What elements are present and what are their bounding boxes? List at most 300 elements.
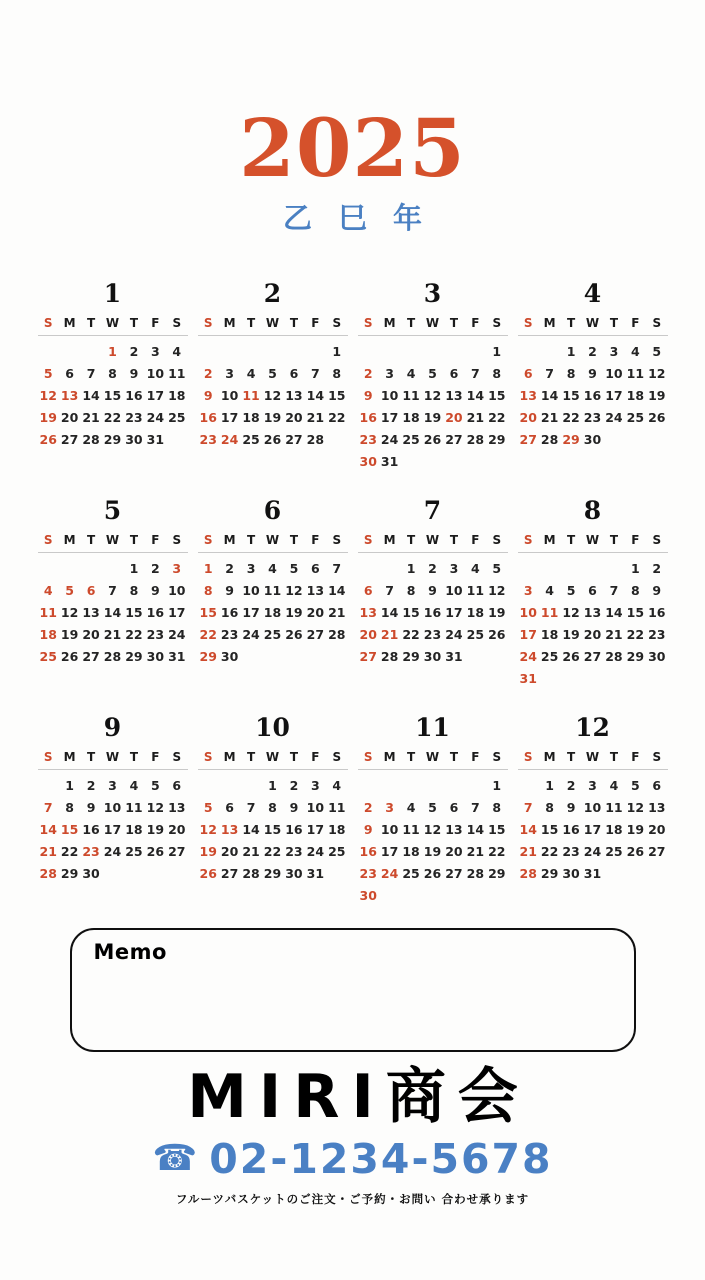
day-cell: 6 xyxy=(652,777,662,793)
day-cell: 4 xyxy=(43,582,53,598)
day-cell: 12 xyxy=(285,582,303,598)
weekday-header: W xyxy=(425,316,440,330)
weekday-header: S xyxy=(363,316,373,330)
day-cell: 20 xyxy=(285,409,303,425)
month-block-3 xyxy=(358,281,508,472)
day-cell: 5 xyxy=(268,365,277,381)
day-cell: 22 xyxy=(626,626,645,642)
day-cell: 28 xyxy=(39,865,57,881)
day-cell: 2 xyxy=(151,560,160,576)
weekday-header: F xyxy=(151,533,160,547)
day-cell: 6 xyxy=(449,365,459,381)
day-cell: 22 xyxy=(328,409,346,425)
day-cell: 15 xyxy=(103,387,122,403)
weekday-header: W xyxy=(105,533,120,547)
weekday-header-row xyxy=(38,316,188,336)
day-cell: 1 xyxy=(108,343,117,359)
day-cell: 21 xyxy=(466,843,485,859)
day-cell: 20 xyxy=(445,843,463,859)
empty-cell xyxy=(379,340,400,362)
weekday-header-row xyxy=(518,533,668,553)
day-cell: 19 xyxy=(146,821,165,837)
day-cell: 20 xyxy=(648,821,666,837)
day-cell: 2 xyxy=(588,343,597,359)
day-cell: 30 xyxy=(423,648,442,664)
day-cell: 17 xyxy=(380,843,399,859)
day-cell: 2 xyxy=(363,365,373,381)
day-cell: 1 xyxy=(268,777,277,793)
weekday-header-row xyxy=(198,533,348,553)
weekday-header-row xyxy=(358,533,508,553)
empty-cell xyxy=(102,557,123,579)
weekday-header: T xyxy=(129,750,139,764)
day-cell: 17 xyxy=(583,821,602,837)
day-cell: 19 xyxy=(648,387,666,403)
day-cell: 28 xyxy=(306,431,325,447)
day-cell: 5 xyxy=(631,777,640,793)
day-cell: 16 xyxy=(220,604,239,620)
day-cell: 20 xyxy=(168,821,186,837)
day-cell: 1 xyxy=(492,343,502,359)
day-cell: 10 xyxy=(519,604,537,620)
day-cell: 29 xyxy=(540,865,559,881)
day-cell: 19 xyxy=(562,626,580,642)
day-cell: 20 xyxy=(583,626,602,642)
day-cell: 16 xyxy=(82,821,100,837)
day-cell: 17 xyxy=(146,387,165,403)
day-cell: 29 xyxy=(402,648,420,664)
month-block-7 xyxy=(358,498,508,667)
day-cell: 11 xyxy=(605,799,623,815)
weekday-header-row xyxy=(198,750,348,770)
day-cell: 22 xyxy=(402,626,420,642)
weekday-header: T xyxy=(406,316,416,330)
footer-note: フルーツバスケットのご注文・ご予約・お問い 合わせ承ります xyxy=(175,1192,530,1206)
day-cell: 2 xyxy=(566,777,576,793)
weekday-header: W xyxy=(105,316,120,330)
weekday-header-row xyxy=(198,316,348,336)
day-cell: 1 xyxy=(332,343,342,359)
day-cell: 7 xyxy=(471,365,480,381)
day-cell: 13 xyxy=(285,387,303,403)
day-cell: 11 xyxy=(328,799,346,815)
day-cell: 11 xyxy=(263,582,282,598)
empty-cell xyxy=(240,774,261,796)
day-cell: 1 xyxy=(631,560,640,576)
weekday-header: T xyxy=(289,316,299,330)
day-cell: 30 xyxy=(220,648,239,664)
day-cell: 9 xyxy=(588,365,597,381)
weekday-header: T xyxy=(406,750,416,764)
day-cell: 14 xyxy=(82,387,100,403)
weekday-header-row xyxy=(38,533,188,553)
day-cell: 2 xyxy=(289,777,299,793)
day-cell: 27 xyxy=(306,626,325,642)
weekday-header: T xyxy=(129,533,139,547)
day-cell: 25 xyxy=(402,431,420,447)
day-cell: 28 xyxy=(466,865,485,881)
weekday-header: T xyxy=(129,316,139,330)
day-cell: 21 xyxy=(328,604,346,620)
day-cell: 27 xyxy=(648,843,666,859)
day-cell: 2 xyxy=(428,560,437,576)
empty-cell xyxy=(400,774,421,796)
day-cell: 19 xyxy=(285,604,303,620)
month-days xyxy=(38,553,188,667)
company-name: MIRI商会 xyxy=(187,1062,530,1132)
day-cell: 30 xyxy=(583,431,602,447)
day-cell: 21 xyxy=(39,843,57,859)
day-cell: 28 xyxy=(328,626,346,642)
day-cell: 8 xyxy=(332,365,342,381)
day-cell: 22 xyxy=(60,843,79,859)
day-cell: 3 xyxy=(172,560,182,576)
day-cell: 6 xyxy=(65,365,74,381)
empty-cell xyxy=(518,557,539,579)
day-cell: 24 xyxy=(306,843,325,859)
day-cell: 15 xyxy=(328,387,346,403)
day-cell: 4 xyxy=(406,365,416,381)
day-cell: 29 xyxy=(488,865,506,881)
weekday-header-row xyxy=(358,750,508,770)
day-cell: 14 xyxy=(242,821,260,837)
month-title: 10 xyxy=(255,713,290,742)
day-cell: 18 xyxy=(402,843,420,859)
day-cell: 26 xyxy=(285,626,303,642)
weekday-header: S xyxy=(492,750,502,764)
weekday-header: T xyxy=(609,316,619,330)
empty-cell xyxy=(358,774,379,796)
empty-cell xyxy=(240,340,261,362)
day-cell: 1 xyxy=(566,343,576,359)
day-cell: 21 xyxy=(540,409,559,425)
day-cell: 6 xyxy=(449,799,459,815)
memo-label: Memo xyxy=(93,940,167,964)
day-cell: 18 xyxy=(242,409,260,425)
day-cell: 25 xyxy=(402,865,420,881)
day-cell: 11 xyxy=(242,387,260,403)
weekday-header: S xyxy=(652,750,662,764)
day-cell: 9 xyxy=(652,582,662,598)
year-title: 2025 xyxy=(239,101,466,195)
weekday-header: F xyxy=(311,533,320,547)
memo-box xyxy=(70,928,636,1052)
empty-cell xyxy=(38,340,59,362)
day-cell: 29 xyxy=(263,865,282,881)
weekday-header: S xyxy=(492,533,502,547)
day-cell: 7 xyxy=(385,582,394,598)
day-cell: 13 xyxy=(648,799,666,815)
day-cell: 1 xyxy=(545,777,554,793)
empty-cell xyxy=(80,557,101,579)
weekday-header-row xyxy=(518,750,668,770)
weekday-header: W xyxy=(425,533,440,547)
day-cell: 10 xyxy=(380,387,399,403)
month-block-1 xyxy=(38,281,188,450)
day-cell: 13 xyxy=(445,821,463,837)
weekday-header: T xyxy=(86,316,96,330)
day-cell: 10 xyxy=(103,799,122,815)
day-cell: 2 xyxy=(363,799,373,815)
day-cell: 18 xyxy=(168,387,186,403)
day-cell: 3 xyxy=(588,777,597,793)
day-cell: 17 xyxy=(306,821,325,837)
weekday-header: T xyxy=(609,533,619,547)
day-cell: 28 xyxy=(605,648,623,664)
weekday-header: S xyxy=(492,316,502,330)
day-cell: 6 xyxy=(86,582,96,598)
day-cell: 5 xyxy=(428,799,437,815)
month-block-9 xyxy=(38,715,188,884)
day-cell: 21 xyxy=(306,409,325,425)
weekday-header: S xyxy=(43,533,53,547)
month-title: 12 xyxy=(575,713,610,742)
day-cell: 6 xyxy=(172,777,182,793)
day-cell: 28 xyxy=(466,431,485,447)
day-cell: 28 xyxy=(242,865,260,881)
day-cell: 21 xyxy=(605,626,623,642)
weekday-header: M xyxy=(223,533,236,547)
day-cell: 3 xyxy=(311,777,320,793)
day-cell: 22 xyxy=(103,409,122,425)
day-cell: 13 xyxy=(583,604,602,620)
weekday-header: M xyxy=(63,533,76,547)
day-cell: 24 xyxy=(103,843,122,859)
month-block-11 xyxy=(358,715,508,906)
day-cell: 19 xyxy=(60,626,79,642)
era-subtitle: 乙巳年 xyxy=(282,201,448,235)
weekday-header: F xyxy=(631,533,640,547)
day-cell: 6 xyxy=(225,799,234,815)
empty-cell xyxy=(219,340,240,362)
month-days xyxy=(38,770,188,884)
weekday-header: T xyxy=(449,533,459,547)
day-cell: 19 xyxy=(423,409,442,425)
day-cell: 30 xyxy=(359,453,377,469)
day-cell: 16 xyxy=(648,604,666,620)
weekday-header: T xyxy=(86,533,96,547)
weekday-header: M xyxy=(223,316,236,330)
empty-cell xyxy=(262,340,283,362)
day-cell: 27 xyxy=(82,648,100,664)
day-cell: 23 xyxy=(359,431,377,447)
weekday-header: F xyxy=(311,750,320,764)
month-title: 2 xyxy=(263,279,282,308)
day-cell: 23 xyxy=(125,409,143,425)
day-cell: 10 xyxy=(146,365,165,381)
day-cell: 28 xyxy=(380,648,399,664)
day-cell: 12 xyxy=(488,582,506,598)
month-title: 5 xyxy=(103,496,122,525)
day-cell: 12 xyxy=(562,604,580,620)
empty-cell xyxy=(465,340,486,362)
day-cell: 15 xyxy=(263,821,282,837)
day-cell: 14 xyxy=(306,387,325,403)
day-cell: 9 xyxy=(86,799,96,815)
day-cell: 24 xyxy=(605,409,623,425)
day-cell: 23 xyxy=(423,626,442,642)
day-cell: 13 xyxy=(60,387,79,403)
day-cell: 22 xyxy=(488,843,506,859)
day-cell: 21 xyxy=(466,409,485,425)
day-cell: 27 xyxy=(60,431,79,447)
day-cell: 14 xyxy=(466,387,485,403)
month-title: 7 xyxy=(423,496,442,525)
empty-cell xyxy=(582,557,603,579)
day-cell: 3 xyxy=(108,777,117,793)
day-cell: 18 xyxy=(540,626,559,642)
empty-cell xyxy=(518,340,539,362)
day-cell: 21 xyxy=(380,626,399,642)
weekday-header: S xyxy=(332,750,342,764)
day-cell: 12 xyxy=(626,799,645,815)
empty-cell xyxy=(465,774,486,796)
day-cell: 25 xyxy=(540,648,559,664)
day-cell: 20 xyxy=(519,409,537,425)
day-cell: 23 xyxy=(359,865,377,881)
day-cell: 24 xyxy=(168,626,186,642)
day-cell: 2 xyxy=(225,560,234,576)
day-cell: 18 xyxy=(466,604,485,620)
month-block-6 xyxy=(198,498,348,667)
day-cell: 11 xyxy=(125,799,143,815)
day-cell: 10 xyxy=(380,821,399,837)
weekday-header: F xyxy=(631,316,640,330)
month-block-5 xyxy=(38,498,188,667)
weekday-header: T xyxy=(246,316,256,330)
day-cell: 7 xyxy=(86,365,96,381)
weekday-header: W xyxy=(585,533,600,547)
day-cell: 31 xyxy=(583,865,602,881)
day-cell: 27 xyxy=(285,431,303,447)
month-days xyxy=(518,553,668,689)
day-cell: 24 xyxy=(583,843,602,859)
day-cell: 26 xyxy=(423,865,442,881)
day-cell: 8 xyxy=(268,799,277,815)
day-cell: 18 xyxy=(125,821,143,837)
day-cell: 4 xyxy=(172,343,182,359)
weekday-header: F xyxy=(631,750,640,764)
day-cell: 14 xyxy=(39,821,57,837)
day-cell: 10 xyxy=(220,387,239,403)
months-grid xyxy=(38,281,668,906)
weekday-header: S xyxy=(332,533,342,547)
day-cell: 3 xyxy=(385,799,394,815)
month-title: 11 xyxy=(415,713,450,742)
empty-cell xyxy=(80,340,101,362)
month-block-10 xyxy=(198,715,348,884)
day-cell: 14 xyxy=(519,821,537,837)
day-cell: 21 xyxy=(82,409,100,425)
day-cell: 2 xyxy=(203,365,213,381)
day-cell: 24 xyxy=(146,409,165,425)
weekday-header-row xyxy=(518,316,668,336)
day-cell: 13 xyxy=(306,582,325,598)
day-cell: 16 xyxy=(359,409,377,425)
day-cell: 15 xyxy=(540,821,559,837)
weekday-header: S xyxy=(332,316,342,330)
day-cell: 15 xyxy=(199,604,217,620)
empty-cell xyxy=(198,774,219,796)
day-cell: 8 xyxy=(631,582,640,598)
day-cell: 3 xyxy=(385,365,394,381)
day-cell: 11 xyxy=(168,365,186,381)
day-cell: 18 xyxy=(605,821,623,837)
day-cell: 17 xyxy=(220,409,239,425)
empty-cell xyxy=(219,774,240,796)
weekday-header: M xyxy=(383,316,396,330)
day-cell: 15 xyxy=(626,604,645,620)
day-cell: 29 xyxy=(60,865,79,881)
day-cell: 27 xyxy=(445,431,463,447)
day-cell: 15 xyxy=(60,821,79,837)
empty-cell xyxy=(283,340,304,362)
day-cell: 5 xyxy=(652,343,662,359)
day-cell: 10 xyxy=(306,799,325,815)
empty-cell xyxy=(539,340,560,362)
day-cell: 8 xyxy=(492,799,502,815)
empty-cell xyxy=(443,774,464,796)
day-cell: 30 xyxy=(285,865,303,881)
phone-number: 02-1234-5678 xyxy=(209,1135,553,1183)
day-cell: 28 xyxy=(82,431,100,447)
day-cell: 11 xyxy=(402,387,420,403)
day-cell: 7 xyxy=(471,799,480,815)
day-cell: 23 xyxy=(285,843,303,859)
day-cell: 17 xyxy=(242,604,260,620)
weekday-header: S xyxy=(203,750,213,764)
empty-cell xyxy=(518,774,539,796)
day-cell: 3 xyxy=(151,343,160,359)
weekday-header: T xyxy=(289,750,299,764)
day-cell: 7 xyxy=(108,582,117,598)
day-cell: 23 xyxy=(648,626,666,642)
day-cell: 5 xyxy=(492,560,502,576)
day-cell: 9 xyxy=(363,821,373,837)
day-cell: 3 xyxy=(449,560,459,576)
day-cell: 16 xyxy=(583,387,602,403)
day-cell: 25 xyxy=(466,626,485,642)
day-cell: 2 xyxy=(86,777,96,793)
empty-cell xyxy=(443,340,464,362)
day-cell: 28 xyxy=(519,865,537,881)
day-cell: 20 xyxy=(445,409,463,425)
weekday-header: F xyxy=(151,316,160,330)
month-days xyxy=(358,553,508,667)
day-cell: 17 xyxy=(103,821,122,837)
day-cell: 15 xyxy=(562,387,580,403)
day-cell: 8 xyxy=(129,582,139,598)
day-cell: 16 xyxy=(125,387,143,403)
month-days xyxy=(38,336,188,450)
day-cell: 24 xyxy=(380,431,399,447)
day-cell: 8 xyxy=(566,365,576,381)
day-cell: 27 xyxy=(168,843,186,859)
day-cell: 7 xyxy=(332,560,342,576)
day-cell: 7 xyxy=(311,365,320,381)
weekday-header: T xyxy=(246,750,256,764)
day-cell: 17 xyxy=(445,604,463,620)
month-title: 3 xyxy=(423,279,442,308)
weekday-header: F xyxy=(471,533,480,547)
day-cell: 31 xyxy=(519,670,537,686)
month-title: 8 xyxy=(583,496,602,525)
page-footer xyxy=(0,1062,705,1207)
weekday-header: W xyxy=(585,316,600,330)
day-cell: 4 xyxy=(246,365,256,381)
day-cell: 9 xyxy=(151,582,160,598)
day-cell: 21 xyxy=(103,626,122,642)
